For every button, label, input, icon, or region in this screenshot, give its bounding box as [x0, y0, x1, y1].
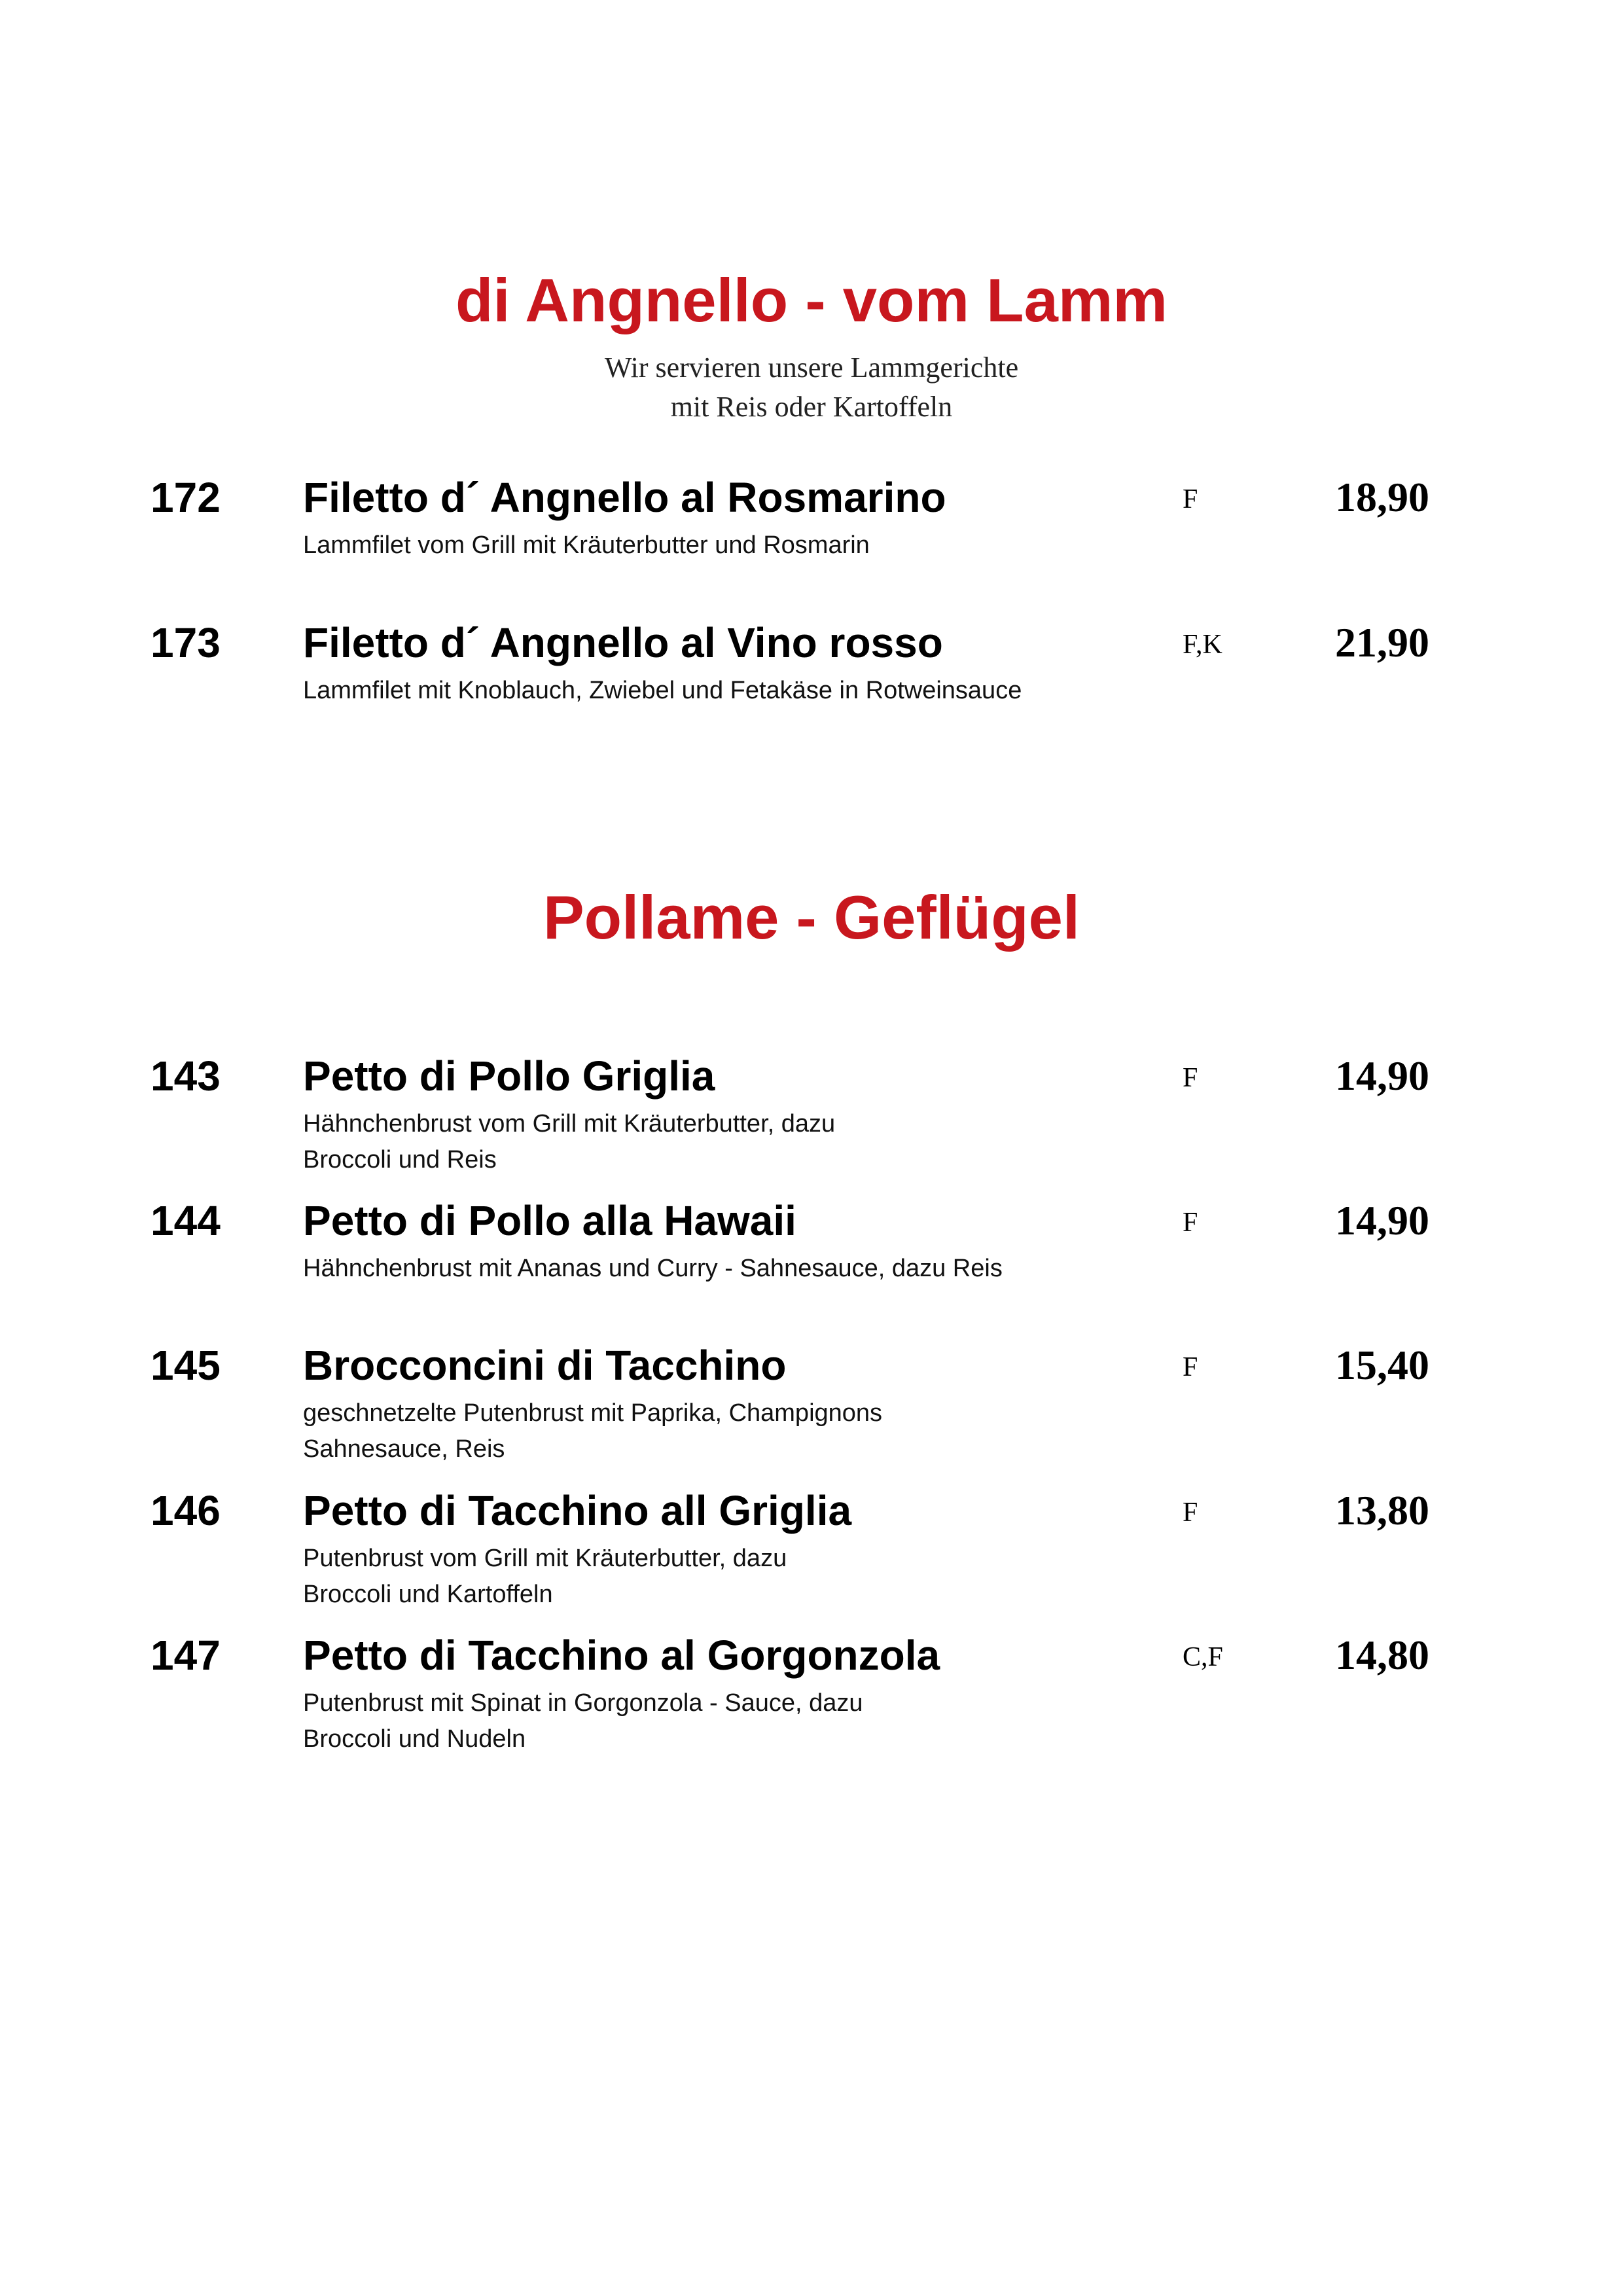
item-price: 18,90 — [1335, 474, 1429, 520]
item-price: 21,90 — [1335, 619, 1429, 666]
menu-item-147 — [0, 1634, 1623, 1765]
item-description — [303, 528, 870, 564]
item-number: 145 — [151, 1342, 221, 1389]
menu-item-144 — [0, 1197, 1623, 1331]
menu-item-145 — [0, 1344, 1623, 1475]
item-description — [303, 1106, 835, 1178]
menu-item-146 — [0, 1487, 1623, 1621]
subtitle-line: Wir servieren unsere Lammgerichte — [604, 351, 1019, 384]
item-allergens: F — [1183, 1352, 1198, 1382]
description-line: Sahnesauce, Reis — [303, 1435, 505, 1463]
item-description — [303, 673, 1022, 709]
item-name: Petto di Tacchino al Gorgonzola — [303, 1632, 940, 1679]
subtitle-line: mit Reis oder Kartoffeln — [670, 391, 953, 423]
item-name: Brocconcini di Tacchino — [303, 1342, 787, 1389]
item-name: Petto di Pollo Griglia — [303, 1052, 715, 1100]
section-subtitle-lamb — [0, 348, 1623, 427]
item-name: Filetto d´ Angnello al Vino rosso — [303, 619, 943, 666]
item-allergens: F — [1183, 1498, 1198, 1528]
description-line: Lammfilet vom Grill mit Kräuterbutter und Rosmarin — [303, 531, 870, 559]
description-line: Broccoli und Kartoffeln — [303, 1581, 553, 1608]
description-line: geschnetzelte Putenbrust mit Paprika, Champignons — [303, 1399, 883, 1427]
description-line: Lammfilet mit Knoblauch, Zwiebel und Fetakäse in Rotweinsauce — [303, 677, 1022, 704]
section-title-poultry: Pollame - Geflügel — [543, 883, 1080, 952]
item-number: 146 — [151, 1487, 221, 1534]
item-description — [303, 1395, 882, 1467]
menu-item-143 — [0, 1052, 1623, 1186]
item-number: 144 — [151, 1197, 221, 1244]
description-line: Hähnchenbrust vom Grill mit Kräuterbutter, dazu — [303, 1110, 836, 1138]
item-number: 172 — [151, 474, 221, 521]
item-allergens: F,K — [1183, 630, 1222, 660]
section-title-lamb: di Angnello - vom Lamm — [455, 266, 1168, 334]
item-allergens: F — [1183, 1208, 1198, 1238]
description-line: Hähnchenbrust mit Ananas und Curry - Sahnesauce, dazu Reis — [303, 1255, 1003, 1282]
item-description — [303, 1685, 863, 1757]
item-allergens: F — [1183, 484, 1198, 514]
item-name: Filetto d´ Angnello al Rosmarino — [303, 474, 946, 521]
item-price: 14,90 — [1335, 1052, 1429, 1099]
item-allergens: C,F — [1183, 1642, 1223, 1672]
description-line: Broccoli und Reis — [303, 1146, 497, 1174]
item-price: 15,40 — [1335, 1342, 1429, 1388]
description-line: Putenbrust mit Spinat in Gorgonzola - Sauce, dazu — [303, 1689, 863, 1717]
description-line: Putenbrust vom Grill mit Kräuterbutter, dazu — [303, 1545, 787, 1572]
item-price: 14,90 — [1335, 1197, 1429, 1244]
description-line: Broccoli und Nudeln — [303, 1725, 526, 1753]
item-number: 143 — [151, 1052, 221, 1100]
item-description — [303, 1541, 787, 1613]
item-name: Petto di Pollo alla Hawaii — [303, 1197, 796, 1244]
menu-item-173 — [0, 619, 1623, 753]
item-price: 13,80 — [1335, 1487, 1429, 1534]
item-description — [303, 1251, 1003, 1287]
item-name: Petto di Tacchino all Griglia — [303, 1487, 852, 1534]
item-allergens: F — [1183, 1063, 1198, 1093]
item-price: 14,80 — [1335, 1632, 1429, 1678]
item-number: 147 — [151, 1632, 221, 1679]
item-number: 173 — [151, 619, 221, 666]
menu-item-172 — [0, 476, 1623, 607]
